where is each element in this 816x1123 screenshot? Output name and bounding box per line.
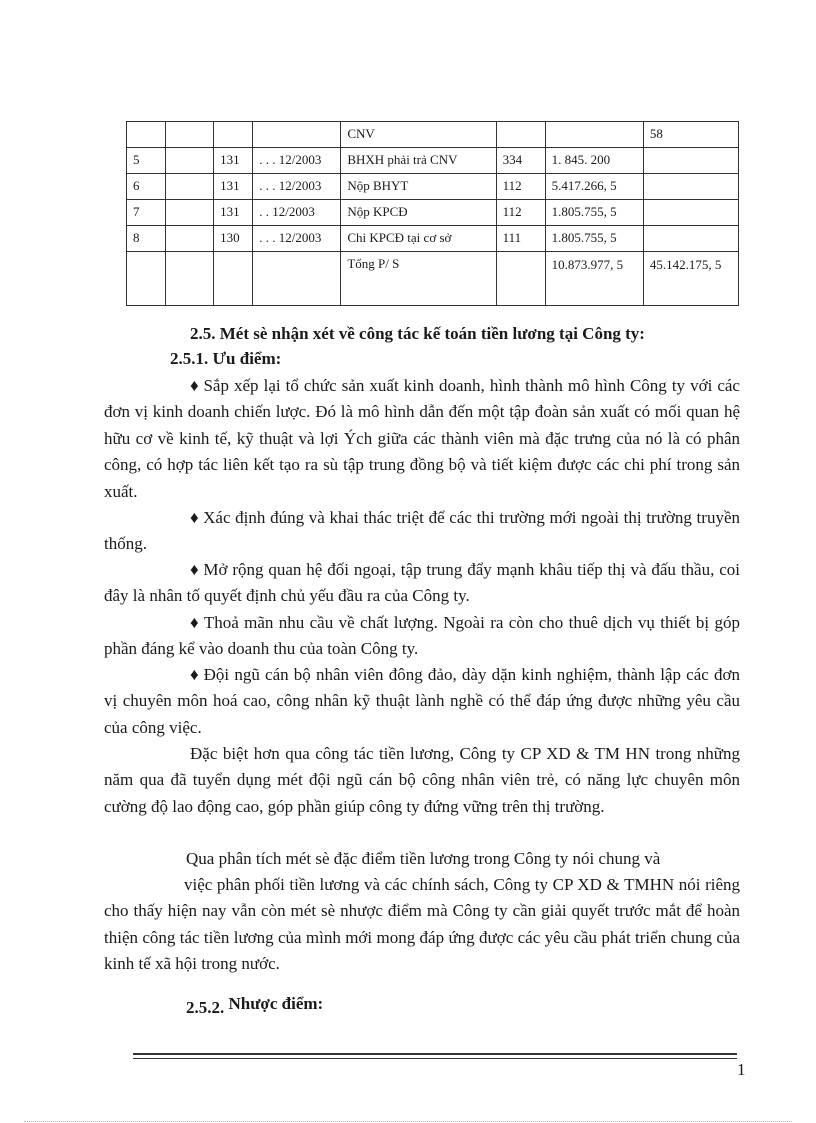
ledger-cell [166,226,214,252]
page-edge [24,1121,792,1122]
ledger-body [127,122,739,306]
diamond-bullet-icon: ♦ [190,376,200,395]
ledger-cell: 1. 845. 200 [545,148,643,174]
ledger-cell [545,122,643,148]
ledger-cell [166,122,214,148]
ledger-cell: 6 [127,174,166,200]
section-heading-2-5-2 [186,994,324,1018]
ledger-cell [643,200,738,226]
ledger-cell: . . . 12/2003 [253,174,341,200]
ledger-cell: 131 [214,200,253,226]
ledger-cell: 5.417.266, 5 [545,174,643,200]
ledger-cell: 5 [127,148,166,174]
ledger-cell: . . . 12/2003 [253,226,341,252]
ledger-cell: 112 [496,200,545,226]
ledger-cell [643,148,738,174]
ledger-cell [214,122,253,148]
ledger-total-row [127,252,739,306]
paragraph-6 [104,741,740,820]
paragraph-text: Thoả mãn nhu cầu về chất lượng. Ngoài ra còn cho thuê dịch vụ thiết bị góp phần đáng kể vào doanh thu của toàn Công ty. [104,613,740,659]
ledger-total-cell: 10.873.977, 5 [545,252,643,306]
section-title: Nhược điểm: [228,994,324,1013]
ledger-cell: Chi KPCĐ tại cơ sở [341,226,496,252]
ledger-cell: 58 [643,122,738,148]
ledger-cell: 1.805.755, 5 [545,226,643,252]
ledger-cell [253,252,341,306]
ledger-cell: 1.805.755, 5 [545,200,643,226]
ledger-cell [643,226,738,252]
paragraph-text: việc phân phối tiền lương và các chính sách, Công ty CP XD & TMHN nói riêng cho thấy hiện nay vẫn còn mét sè nhược điểm mà Công ty cần giải quyết trước mắt để hoàn thiện công tác tiền lương của mình mới mong đáp ứng được các yêu cầu phát triển chung của kinh tế xã hội trong nước. [104,875,740,974]
ledger-cell: 131 [214,174,253,200]
ledger-cell: 111 [496,226,545,252]
paragraph-bullet-5 [104,662,740,741]
ledger-row [127,122,739,148]
paragraph-text: Mở rộng quan hệ đối ngoại, tập trung đẩy mạnh khâu tiếp thị và đấu thầu, coi đây là nhân tố quyết định chủ yếu đầu ra của Công ty. [104,560,740,606]
ledger-cell: 131 [214,148,253,174]
section-number: 2.5.2. [186,998,225,1017]
ledger-cell: . . 12/2003 [253,200,341,226]
paragraph-text: Sắp xếp lại tổ chức sản xuất kinh doanh, hình thành mô hình Công ty với các đơn vị kinh doanh chiến lược. Đó là mô hình dẫn đến một tập đoàn sản xuất có mối quan hệ hữu cơ về kinh tế, kỹ thuật và lợi Ých giữa các thành viên mà đặc trưng của nó là có phân công, có hợp tác liên kết tạo ra sù tập trung đồng bộ và tiết kiệm được các chi phí trong sản xuất. [104,376,740,501]
ledger-cell [166,148,214,174]
diamond-bullet-icon: ♦ [190,613,200,632]
ledger-cell [127,122,166,148]
ledger-cell [643,174,738,200]
ledger-cell: BHXH phải trả CNV [341,148,496,174]
paragraph-text: Qua phân tích mét sè đặc điểm tiền lương trong Công ty nói chung và [186,849,661,868]
paragraph-text: Đội ngũ cán bộ nhân viên đông đảo, dày dặn kinh nghiệm, thành lập các đơn vị chuyên môn hoá cao, công nhân kỹ thuật lành nghề có thể đáp ứng được những yêu cầu của công việc. [104,665,740,737]
ledger-row [127,226,739,252]
paragraph-7-first-line [104,846,740,872]
diamond-bullet-icon: ♦ [190,560,200,579]
ledger-cell: Nộp BHYT [341,174,496,200]
ledger-cell [214,252,253,306]
ledger-row [127,174,739,200]
ledger-cell [166,174,214,200]
ledger-cell: Nộp KPCĐ [341,200,496,226]
ledger-cell: . . . 12/2003 [253,148,341,174]
paragraph-text: Xác định đúng và khai thác triệt để các thi trường mới ngoài thị trường truyền thống. [104,508,740,554]
ledger-cell: 7 [127,200,166,226]
ledger-total-cell: 45.142.175, 5 [643,252,738,306]
ledger-cell [166,252,214,306]
paragraph-bullet-3 [104,557,740,610]
diamond-bullet-icon: ♦ [190,665,200,684]
ledger-row [127,200,739,226]
ledger-cell [496,122,545,148]
paragraph-bullet-4 [104,610,740,663]
page-number: 1 [737,1060,746,1079]
ledger-cell: 334 [496,148,545,174]
paragraph-7-rest [104,872,740,978]
ledger-cell [166,200,214,226]
ledger-cell [253,122,341,148]
ledger-total-cell: Tổng P/ S [341,252,496,306]
ledger-cell: CNV [341,122,496,148]
footer-rule-thick [133,1053,737,1055]
diamond-bullet-icon: ♦ [190,508,200,527]
ledger-cell: 112 [496,174,545,200]
paragraph-text: Đặc biệt hơn qua công tác tiền lương, Công ty CP XD & TM HN trong những năm qua đã tuyển dụng mét đội ngũ cán bộ công nhân viên trẻ, có năng lực chuyên môn cường độ lao động cao, góp phần giúp công ty đứng vững trên thị trường. [104,744,740,816]
ledger-cell [496,252,545,306]
ledger-cell: 8 [127,226,166,252]
ledger-table [126,121,739,306]
footer-rule-thin [133,1058,737,1059]
ledger-cell: 130 [214,226,253,252]
ledger-cell [127,252,166,306]
section-heading-2-5-1: 2.5.1. Ưu điểm: [170,349,282,368]
paragraph-bullet-1 [104,373,740,505]
paragraph-bullet-2 [104,505,740,558]
ledger-row [127,148,739,174]
section-heading-2-5: 2.5. Mét sè nhận xét về công tác kế toán tiền lương tại Công ty: [190,324,645,343]
